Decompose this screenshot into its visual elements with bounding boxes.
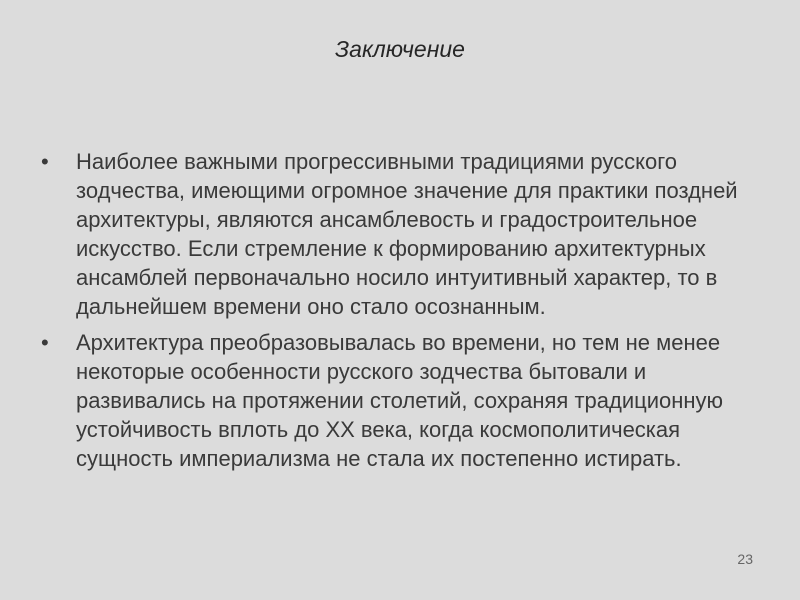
bullet-list <box>38 147 758 473</box>
bullet-text: Архитектура преобразовывалась во времени, но тем не менее некоторые особенности русского зодчества бытовали и развивались на протяжении столетий, сохраняя традиционную устойчивость вплоть до XX века, когда космополитическая сущность империализма не стала их постепенно истирать. <box>76 330 724 471</box>
bullet-marker: • <box>41 149 49 174</box>
bullet-marker: • <box>41 330 49 355</box>
bullet-text: Наиболее важными прогрессивными традициями русского зодчества, имеющими огромное значение для практики поздней архитектуры, являются ансамблевость и градостроительное искусство. Если стремление к формированию архитектурных ансамблей первоначально носило интуитивный характер, то в дальнейшем времени оно стало осознанным. <box>76 149 738 319</box>
bullet-item <box>38 328 758 473</box>
slide-title: Заключение <box>335 36 465 62</box>
slide-number: 23 <box>737 551 753 567</box>
bullet-item <box>38 147 758 321</box>
